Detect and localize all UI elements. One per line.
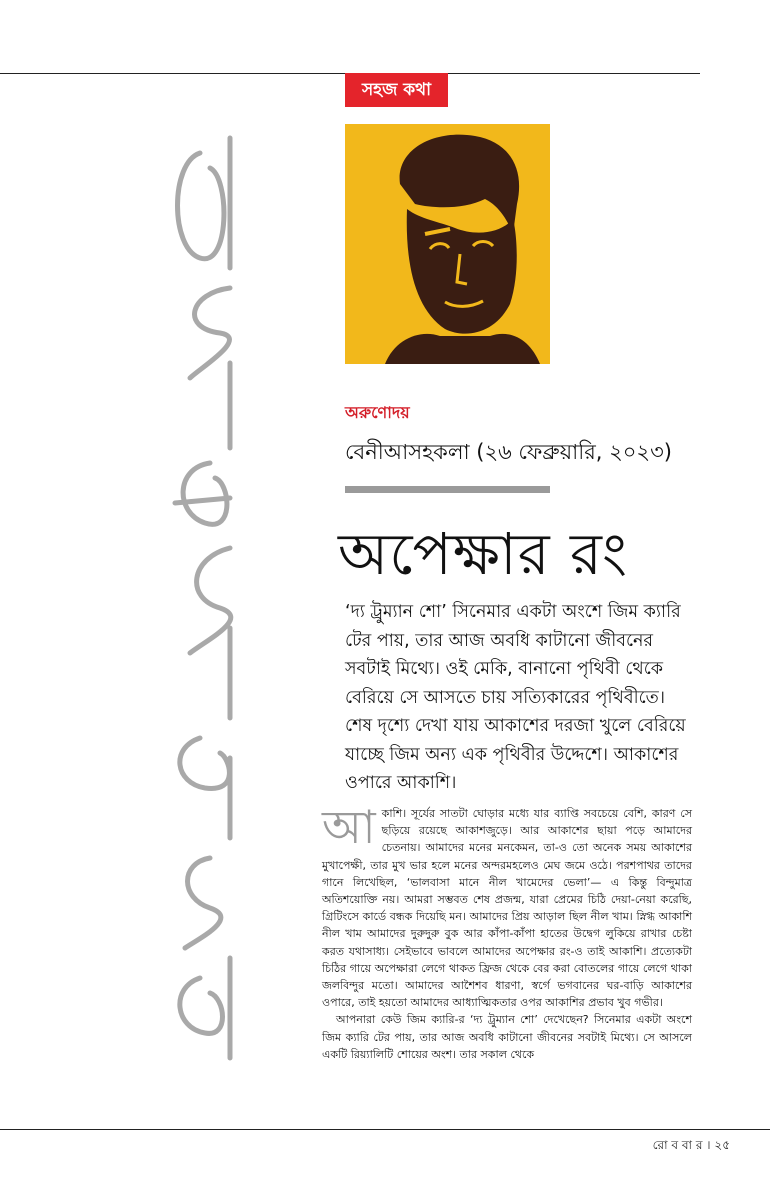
article-body xyxy=(322,800,692,1063)
body-paragraph: আপনারা কেউ জিম ক্যারি-র ‘দ্য ট্রুম্যান শো’ দেখেছেন? সিনেমার একটা অংশে জিম ক্যারি টের পায়, তার আজ অবধি কাটানো জীবনের সবটাই মিথ্যে। সে আসলে একটি রিয়্যালিটি শোয়ের অংশ। তার সকাল থেকে xyxy=(322,1013,692,1061)
bottom-rule xyxy=(0,1129,770,1130)
magazine-name: রো ব বা র xyxy=(652,1138,703,1152)
source-line: বেনীআসহকলা (২৬ ফেব্রুয়ারি, ২০২৩) xyxy=(345,440,672,464)
page-footer xyxy=(653,1137,730,1157)
article-headline: অপেক্ষার রং xyxy=(338,520,628,588)
body-paragraph-1-text: কাশি। সূর্যের সাতটা ঘোড়ার মধ্যে যার ব্যাপ্তি সবচেয়ে বেশি, কারণ সে ছড়িয়ে রয়েছে আকাশজুড়ে। আর আকাশের ছায়া পড়ে আমাদের চেতনায়। আমাদের মনের মনকেমন, তা-ও তো অনেক সময় আকাশের মুখাপেক্ষী, তার মুখ ভার হলে মনের অন্দরমহলেও মেঘ জমে ওঠে। পরশপাথর তাদের গানে লিখেছিল, ‘ভালবাসা মানে নীল খামেদের ভেলা’— এ কিন্তু বিন্দুমাত্র অতিশয়োক্তি নয়। আমরা সম্ভবত শেষ প্রজন্ম, যারা প্রেমের চিঠি দেয়া-নেয়া করেছি, গ্রিটিংসে কার্ডে বন্ধক দিয়েছি মন। আমাদের প্রিয় আড়াল ছিল নীল খাম। স্নিগ্ধ আকাশি নীল খাম আমাদের দুরুদুরু বুক আর কাঁপা-কাঁপা হাতের উদ্বেগ লুকিয়ে রাখার চেষ্টা করত যথাসাধ্য। সেইভাবে ভাবলে আমাদের অপেক্ষার রং-ও তাই আকাশি। প্রত্যেকটা চিঠির গায়ে অপেক্ষারা লেগে থাকত ফ্রিজ থেকে বের করা বোতলের গায়ে লেগে থাকা জলবিন্দুর মতো। আমাদের আশৈশব ধারণা, স্বর্গে ভগবানের ঘর-বাড়ি আকাশের ওপারে, তাই হয়তো আমাদের আধ্যাত্মিকতার ওপর আকাশির প্রভাব খুব গভীর। xyxy=(322,807,692,1010)
author-name: অরুণোদয় xyxy=(345,403,410,422)
body-paragraph xyxy=(322,800,692,1011)
divider-bar xyxy=(345,486,550,493)
intro-paragraph: ‘দ্য ট্রুম্যান শো’ সিনেমার একটা অংশে জিম ক্যারি টের পায়, তার আজ অবধি কাটানো জীবনের সবটাই মিথ্যে। ওই মেকি, বানানো পৃথিবী থেকে বেরিয়ে সে আসতে চায় সত্যিকারের পৃথিবীতে। শেষ দৃশ্যে দেখা যায় আকাশের দরজা খুলে বেরিয়ে যাচ্ছে জিম অন্য এক পৃথিবীর উদ্দেশে। আকাশের ওপারে আকাশি। xyxy=(345,602,686,793)
page-number: ২৫ xyxy=(714,1138,730,1152)
footer-separator: । xyxy=(706,1138,715,1152)
article-intro xyxy=(345,598,695,798)
dropcap: আ xyxy=(322,800,376,854)
vertical-handwritten-title xyxy=(80,118,265,1078)
section-tag: সহজ কথা xyxy=(345,73,448,107)
author-portrait xyxy=(345,124,550,364)
